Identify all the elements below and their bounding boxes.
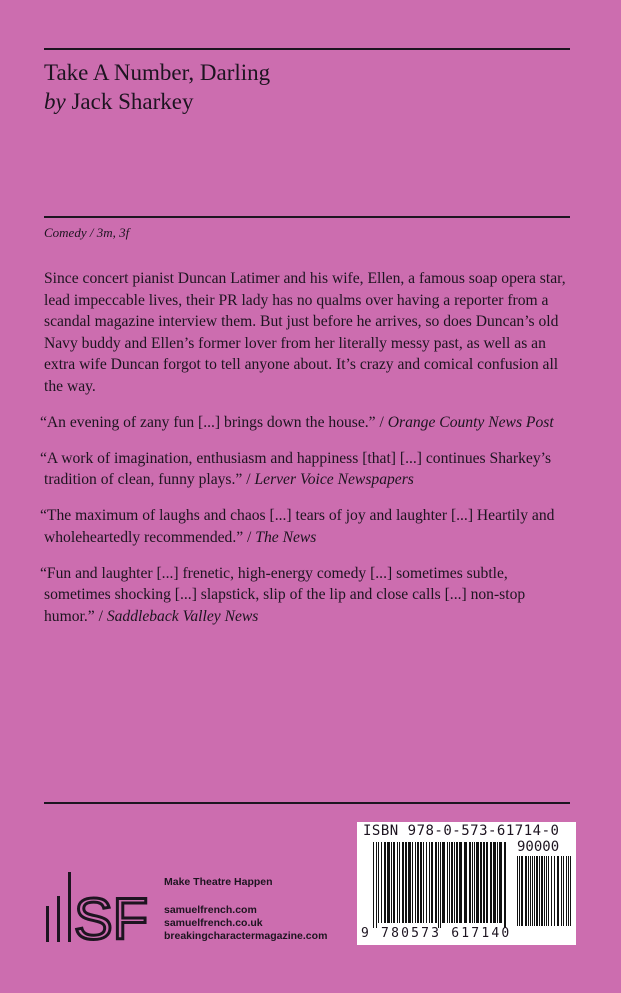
review-quote: “Fun and laughter [...] frenetic, high-energy comedy [...] sometimes subtle, sometimes shocking [...] slapstick, slip of the lip and close calls [...] non-stop humor.” / Saddleback Valley News <box>40 564 526 625</box>
review-quote: “A work of imagination, enthusiasm and happiness [that] [...] continues Sharkey’s tradition of clean, funny plays.” / Lerver Voice Newspapers <box>40 449 552 488</box>
review-source: Saddleback Valley News <box>106 607 259 625</box>
description <box>40 268 574 642</box>
bottom-rule <box>44 802 570 804</box>
genre-cast: Comedy / 3m, 3f <box>44 225 130 240</box>
barcode-number: 9 780573 617140 <box>361 926 512 941</box>
by-label: by <box>44 89 66 114</box>
publisher-info <box>164 876 327 943</box>
review-source: Lerver Voice Newspapers <box>254 471 414 488</box>
publisher-link[interactable]: breakingcharactermagazine.com <box>164 930 328 942</box>
review-source: Orange County News Post <box>387 413 554 431</box>
publisher-link[interactable]: samuelfrench.com <box>164 904 257 916</box>
synopsis: Since concert pianist Duncan Latimer and his wife, Ellen, a famous soap opera star, lead impeccable lives, their PR lady has no qualms over having a reporter from a scandal magazine interview them. But just before he arrives, so does Duncan’s old Navy buddy and Ellen’s former lover from her literally messy past, as well as an extra wife Duncan forgot to tell anyone about. It’s crazy and comical confusion all the way. <box>44 270 566 395</box>
isbn-label: ISBN 978-0-573-61714-0 <box>363 823 560 839</box>
publisher-link[interactable]: samuelfrench.co.uk <box>164 917 263 929</box>
price-addon: 90000 <box>517 839 560 855</box>
review-quote: “An evening of zany fun [...] brings down the house.” / Orange County News Post <box>40 413 554 431</box>
review-source: The News <box>255 528 317 546</box>
svg-text:SF: SF <box>74 887 149 952</box>
author-name: Jack Sharkey <box>71 89 194 114</box>
book-title: Take A Number, Darling <box>44 60 271 85</box>
samuel-french-logo <box>46 872 149 952</box>
top-rule <box>44 48 570 50</box>
title-block <box>44 58 270 116</box>
author-line <box>44 87 270 116</box>
review-quote: “The maximum of laughs and chaos [...] tears of joy and laughter [...] Heartily and wholeheartedly recommended.” / The News <box>40 507 555 546</box>
mid-rule <box>44 216 570 218</box>
isbn-barcode <box>357 822 576 945</box>
publisher-tagline: Make Theatre Happen <box>164 876 273 888</box>
